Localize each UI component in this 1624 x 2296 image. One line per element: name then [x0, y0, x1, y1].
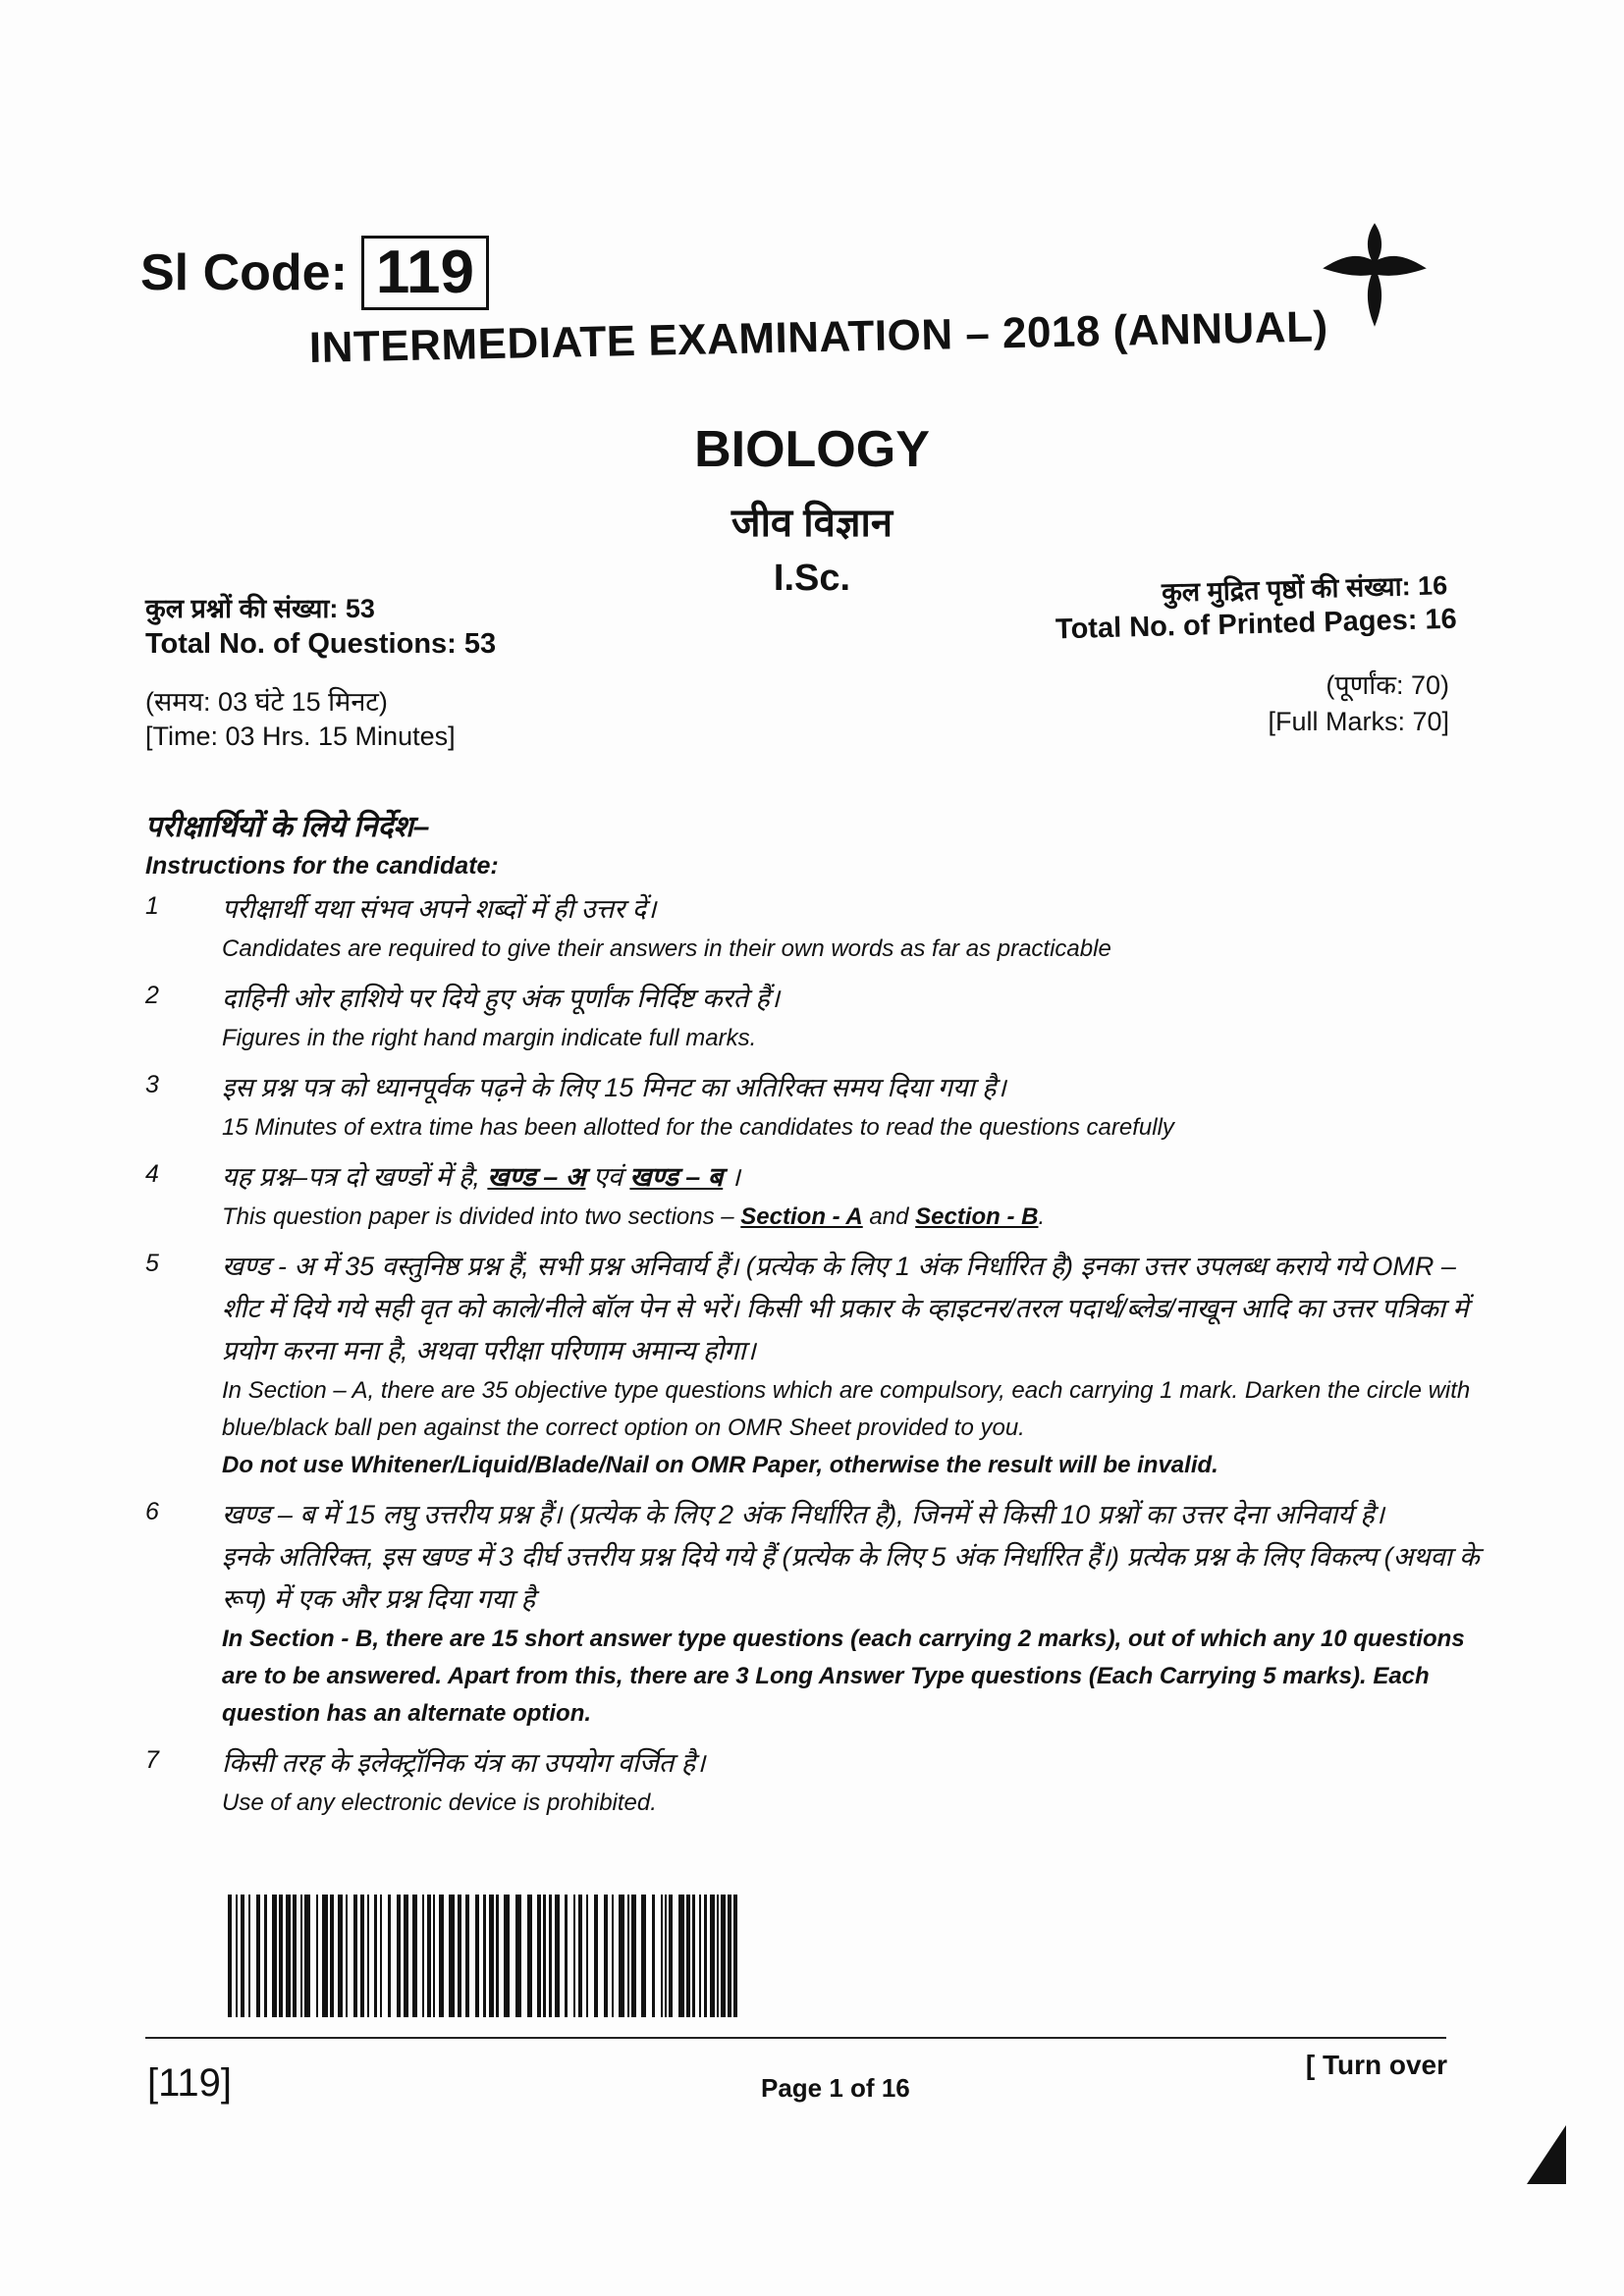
instruction-item [145, 1494, 1481, 1733]
turn-over-label: [ Turn over [1305, 2050, 1447, 2080]
instruction-hindi: खण्ड - अ में 35 वस्तुनिष्ठ प्रश्न हैं, सभी प्रश्न अनिवार्य हैं। (प्रत्येक के लिए 1 अंक निर्धारित है) इनका उत्तर उपलब्ध कराये गये OMR – शीट में दिये गये सही वृत को काले/नीले बॉल पेन से भरें। किसी भी प्रकार के व्हाइटनर/तरल पदार्थ/ब्लेड/नाखून आदि का उत्तर पत्रिका में प्रयोग करना मना है, अथवा परीक्षा परिणाम अमान्य होगा। [222, 1252, 1469, 1365]
instruction-hindi-text: । [730, 1162, 740, 1192]
instruction-hindi: परीक्षार्थी यथा संभव अपने शब्दों में ही उत्तर दें। [222, 894, 657, 924]
instruction-number: 2 [145, 982, 159, 1009]
footer-code: [119] [147, 2061, 232, 2105]
instructions-list [145, 888, 1481, 1832]
stream-label: I.Sc. [773, 558, 851, 599]
sl-code [140, 236, 489, 310]
instruction-hindi-text: यह प्रश्न–पत्र दो खण्डों में है, [222, 1162, 480, 1192]
barcode-icon [228, 1895, 743, 2017]
instruction-english: Candidates are required to give their answers in their own words as far as practicable [222, 935, 1111, 962]
instruction-item [145, 978, 1481, 1057]
instruction-english: In Section – A, there are 35 objective type questions which are compulsory, each carrying 1 mark. Darken the circle with blue/black ball pen against the correct option on OMR Sheet provided to you. [222, 1377, 1471, 1441]
instruction-english [222, 1199, 1481, 1236]
instruction-english: Use of any electronic device is prohibited. [222, 1789, 657, 1816]
questions-count: Total No. of Questions: 53 [145, 628, 497, 660]
footer-divider [145, 2037, 1446, 2039]
pages-count: Total No. of Printed Pages: 16 [1055, 603, 1458, 646]
cross-mark-icon [1321, 221, 1429, 329]
instruction-english-warning: Do not use Whitener/Liquid/Blade/Nail on OMR Paper, otherwise the result will be invalid. [222, 1452, 1218, 1478]
full-marks: [Full Marks: 70] [1268, 707, 1449, 736]
instruction-item [145, 888, 1481, 968]
instruction-item [145, 1246, 1481, 1484]
instruction-english: In Section - B, there are 15 short answer type questions (each carrying 2 marks), out of which any 10 questions are to be answered. Apart from this, there are 3 Long Answer Type questions (Each Carrying 5 marks). Each question has an alternate option. [222, 1626, 1465, 1727]
instruction-number: 3 [145, 1071, 159, 1098]
instruction-hindi: इनके अतिरिक्त, इस खण्ड में 3 दीर्घ उत्तरीय प्रश्न दिये गये हैं (प्रत्येक के लिए 5 अंक निर्धारित हैं।) प्रत्येक प्रश्न के लिए विकल्प (अथवा के रूप) में एक और प्रश्न दिया गया है [222, 1542, 1480, 1614]
pages-count-hindi: कुल मुद्रित पृष्ठों की संख्या: 16 [1161, 570, 1448, 608]
instructions-heading-hindi: परीक्षार्थियों के लिये निर्देश– [145, 811, 430, 843]
instruction-hindi: इस प्रश्न पत्र को ध्यानपूर्वक पढ़ने के लिए 15 मिनट का अतिरिक्त समय दिया गया है। [222, 1073, 1006, 1102]
instruction-hindi [222, 1156, 1481, 1199]
subject-title-hindi: जीव विज्ञान [731, 502, 893, 545]
sl-code-label: Sl Code: [140, 244, 348, 301]
full-marks-hindi: (पूर्णांक: 70) [1326, 670, 1449, 700]
instruction-english-text: . [1038, 1203, 1046, 1230]
instruction-number: 7 [145, 1746, 159, 1774]
section-b-hindi: खण्ड – ब [629, 1162, 724, 1192]
instruction-item [145, 1742, 1481, 1822]
instruction-hindi: किसी तरह के इलेक्ट्रॉनिक यंत्र का उपयोग वर्जित है। [222, 1748, 706, 1778]
instruction-hindi: दाहिनी ओर हाशिये पर दिये हुए अंक पूर्णांक निर्दिष्ट करते हैं। [222, 984, 781, 1013]
exam-title: INTERMEDIATE EXAMINATION – 2018 (ANNUAL) [308, 302, 1329, 372]
instruction-item [145, 1156, 1481, 1236]
instruction-hindi: खण्ड – ब में 15 लघु उत्तरीय प्रश्न हैं। (प्रत्येक के लिए 2 अंक निर्धारित है), जिनमें से किसी 10 प्रश्नों का उत्तर देना अनिवार्य है। [222, 1500, 1384, 1529]
instruction-english-text: and [869, 1203, 909, 1230]
section-a-label: Section - A [740, 1203, 863, 1230]
sl-code-box: 119 [361, 236, 489, 310]
instruction-hindi-text: एवं [592, 1162, 623, 1192]
page-number: Page 1 of 16 [761, 2073, 910, 2103]
instruction-number: 4 [145, 1160, 159, 1188]
subject-title: BIOLOGY [694, 421, 930, 478]
instruction-number: 6 [145, 1498, 159, 1525]
section-b-label: Section - B [915, 1203, 1039, 1230]
corner-mark-icon [1527, 2125, 1566, 2184]
instruction-number: 1 [145, 892, 159, 920]
time-allowed: [Time: 03 Hrs. 15 Minutes] [145, 721, 456, 751]
instruction-english: 15 Minutes of extra time has been allotted for the candidates to read the questions carefully [222, 1114, 1174, 1141]
instruction-number: 5 [145, 1250, 159, 1277]
time-hindi: (समय: 03 घंटे 15 मिनट) [145, 687, 388, 717]
instruction-english: Figures in the right hand margin indicate full marks. [222, 1025, 757, 1051]
instructions-heading: Instructions for the candidate: [145, 852, 499, 880]
instruction-english-text: This question paper is divided into two sections – [222, 1203, 734, 1230]
instruction-item [145, 1067, 1481, 1147]
section-a-hindi: खण्ड – अ [487, 1162, 586, 1192]
questions-count-hindi: कुल प्रश्नों की संख्या: 53 [145, 594, 375, 623]
